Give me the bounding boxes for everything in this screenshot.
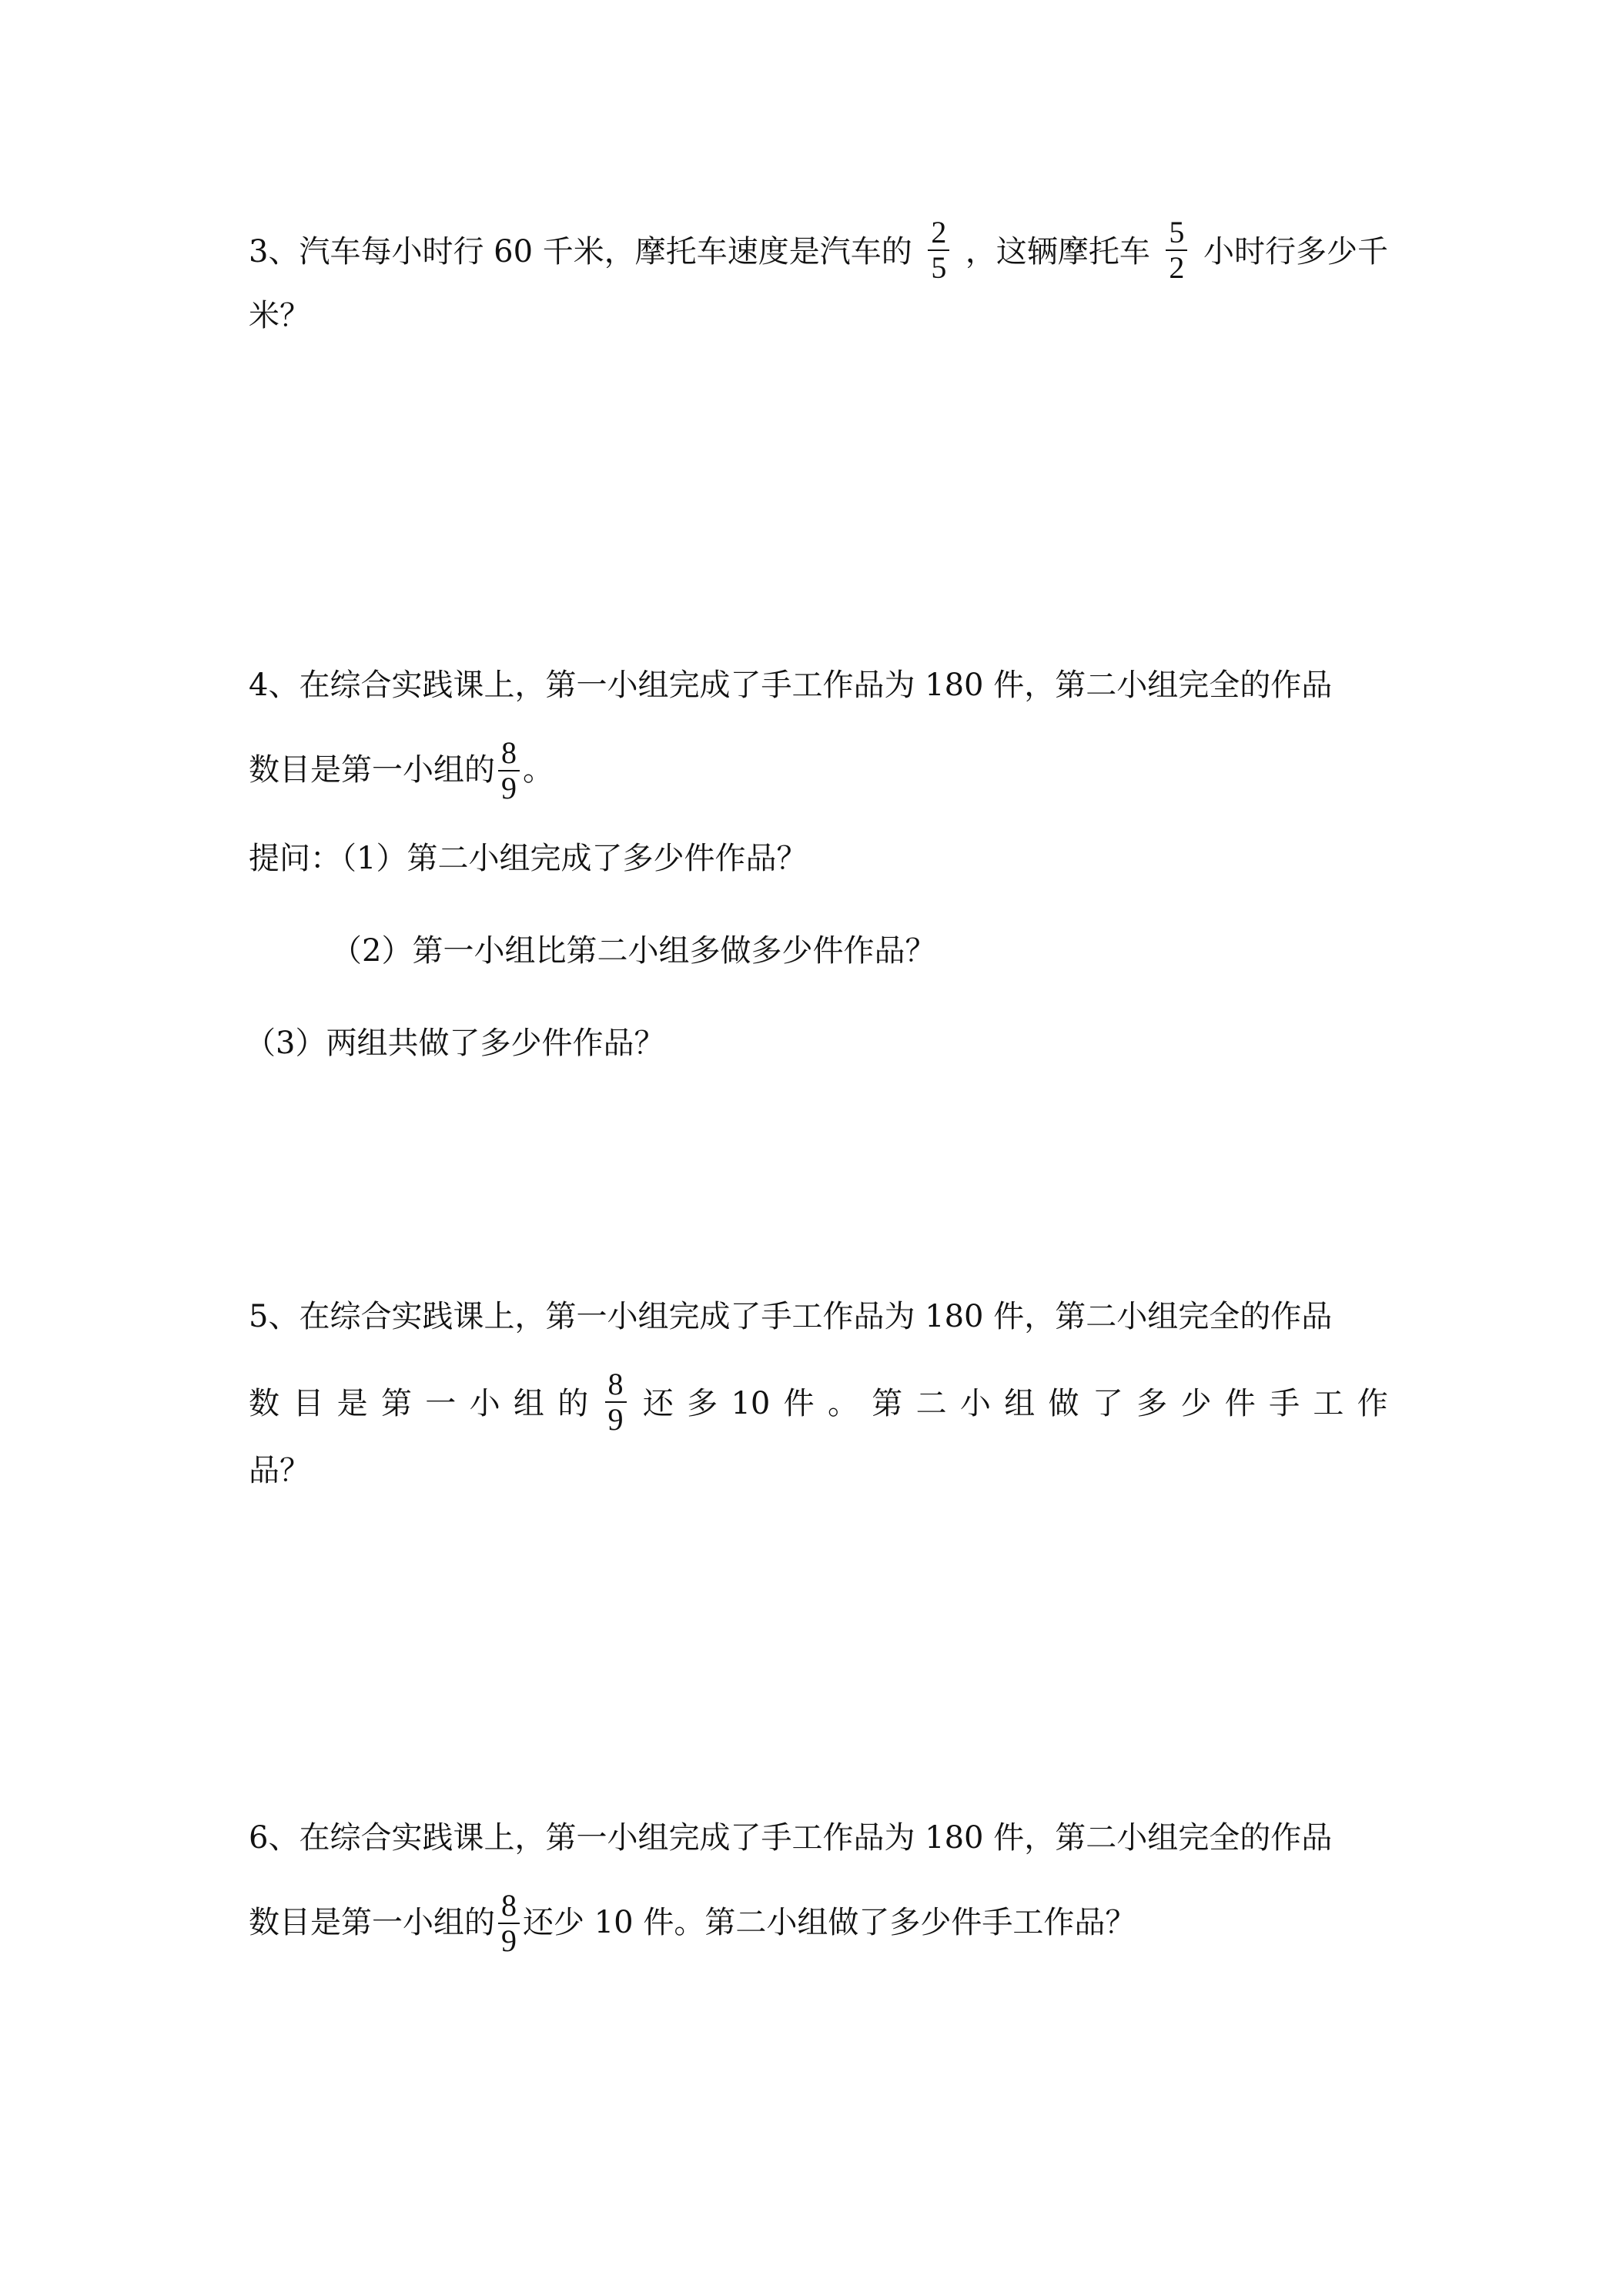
q5-word: 件 xyxy=(1224,1386,1256,1421)
q5-word: 组 xyxy=(513,1386,544,1421)
q5-word: 还 xyxy=(642,1386,674,1421)
q6-text-a: 数目是第一小组的 xyxy=(249,1905,495,1940)
q3-text-b: ，这辆摩托车 xyxy=(965,234,1150,269)
q4-sub-question-1: 提问：（1）第二小组完成了多少件作品？ xyxy=(249,841,808,876)
q4-line-1: 4、在综合实践课上，第一小组完成了手工作品为 180 件，第二小组完全的作品 xyxy=(249,668,1333,703)
q5-word: 多 xyxy=(687,1386,718,1421)
q5-word: 多 xyxy=(1136,1386,1168,1421)
q5-word: 数 xyxy=(249,1386,279,1421)
q5-word: 的 xyxy=(557,1386,589,1421)
q5-fraction xyxy=(605,1367,627,1437)
q5-line-3: 品？ xyxy=(249,1453,310,1488)
q5-word: 目 xyxy=(293,1386,324,1421)
q3-fraction-2 xyxy=(1166,216,1187,285)
fraction-numerator: 8 xyxy=(501,1888,517,1923)
q4-fraction xyxy=(498,736,520,805)
q4-line-2 xyxy=(249,735,1388,807)
fraction-numerator: 5 xyxy=(1169,215,1185,249)
q5-word: 组 xyxy=(1004,1386,1036,1421)
fraction-numerator: 2 xyxy=(931,215,947,249)
fraction-numerator: 8 xyxy=(501,735,517,770)
q5-word: 做 xyxy=(1048,1386,1079,1421)
q5-line-2 xyxy=(249,1369,1388,1438)
q5-word: 件 xyxy=(783,1386,815,1421)
q5-word: 第 xyxy=(872,1386,903,1421)
fraction-numerator: 8 xyxy=(607,1367,624,1401)
q5-word: 手 xyxy=(1269,1386,1300,1421)
q3-line-1 xyxy=(249,217,1388,286)
q5-word: 小 xyxy=(959,1386,991,1421)
q5-word: 了 xyxy=(1092,1386,1123,1421)
q4-text-a: 数目是第一小组的 xyxy=(249,752,495,788)
q3-text-a: 3、汽车每小时行 60 千米，摩托车速度是汽车的 xyxy=(249,234,912,269)
q4-sub-question-2: （2）第一小组比第二小组多做多少件作品？ xyxy=(331,933,936,969)
fraction-denominator: 2 xyxy=(1169,250,1185,285)
q5-word: 是 xyxy=(336,1386,368,1421)
fraction-denominator: 9 xyxy=(607,1402,624,1437)
q4-text-b: 。 xyxy=(523,752,554,788)
q3-text-c: 小时行多少千 xyxy=(1203,234,1388,269)
q6-text-b: 还少 10 件。第二小组做了多少件手工作品？ xyxy=(523,1905,1136,1940)
q6-line-2 xyxy=(249,1890,1388,1960)
fraction-denominator: 9 xyxy=(501,1923,517,1958)
q4-sub-question-3: （3）两组共做了多少件作品？ xyxy=(245,1026,665,1061)
q5-word: 10 xyxy=(731,1386,771,1421)
q3-line-2: 米？ xyxy=(249,298,310,333)
q5-word: 。 xyxy=(827,1386,858,1421)
q5-word: 一 xyxy=(425,1386,457,1421)
q5-line-1: 5、在综合实践课上，第一小组完成了手工作品为 180 件，第二小组完全的作品 xyxy=(249,1299,1333,1334)
q5-word: 二 xyxy=(915,1386,947,1421)
q5-word: 第 xyxy=(380,1386,412,1421)
q6-fraction xyxy=(498,1889,520,1958)
fraction-denominator: 5 xyxy=(931,250,947,285)
q5-word: 少 xyxy=(1180,1386,1212,1421)
q5-word: 工 xyxy=(1313,1386,1344,1421)
q5-word: 作 xyxy=(1357,1386,1388,1421)
q6-line-1: 6、在综合实践课上，第一小组完成了手工作品为 180 件，第二小组完全的作品 xyxy=(249,1820,1333,1856)
q5-word: 小 xyxy=(469,1386,500,1421)
q3-fraction-1 xyxy=(928,216,949,285)
fraction-denominator: 9 xyxy=(501,771,517,805)
